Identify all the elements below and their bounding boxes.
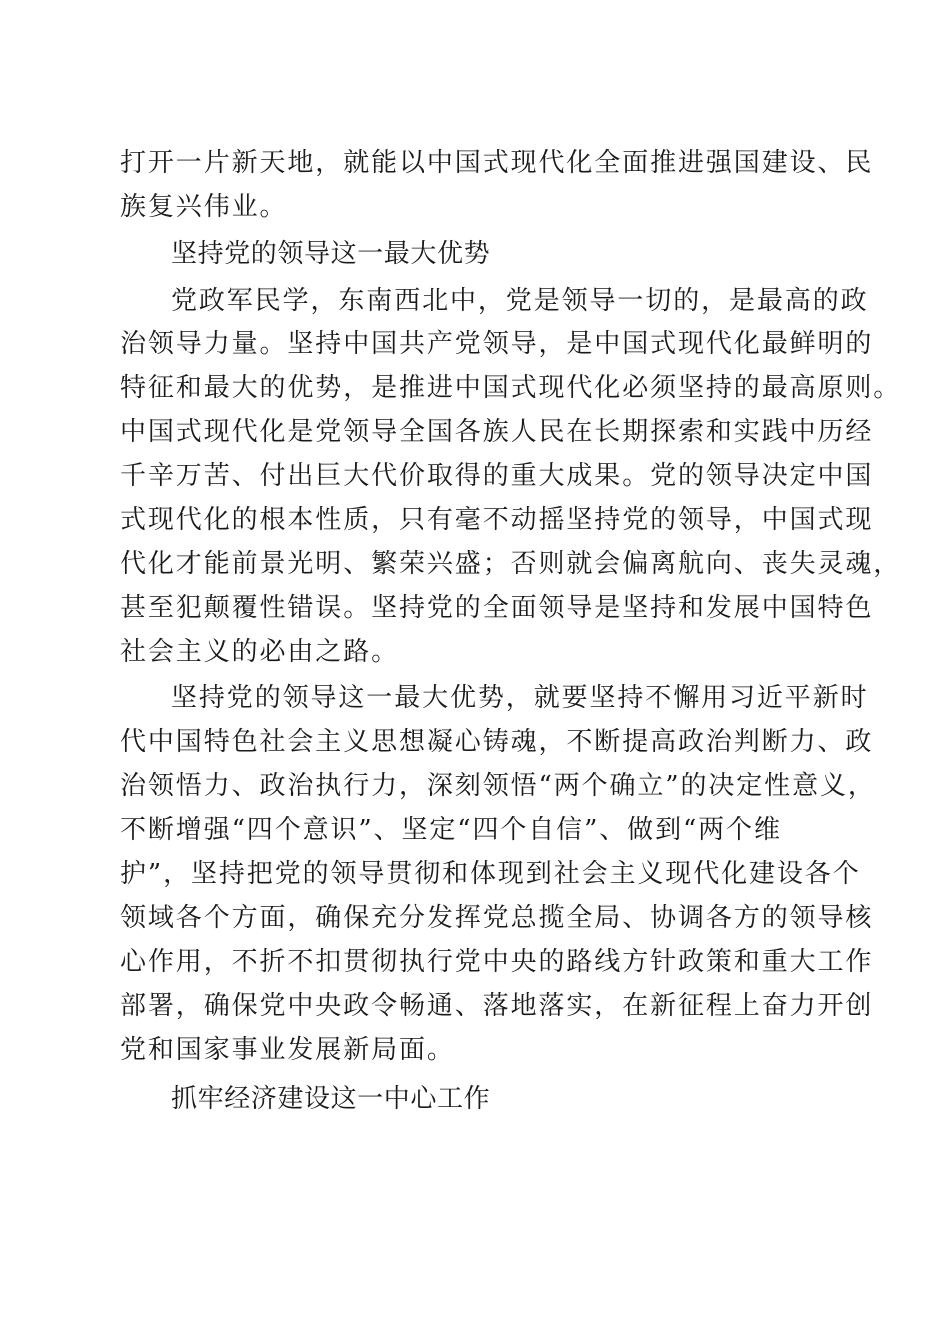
- text-line-2: 族复兴伟业。: [120, 192, 288, 222]
- paragraph-1-line-1: 党政军民学，东南西北中，党是领导一切的，是最高的政: [171, 286, 869, 316]
- paragraph-2-line-6: 领域各个方面，确保充分发挥党总揽全局、协调各方的领导核: [120, 903, 874, 933]
- paragraph-2-line-9: 党和国家事业发展新局面。: [120, 1035, 455, 1065]
- paragraph-1-line-4: 中国式现代化是党领导全国各族人民在长期探索和实践中历经: [120, 417, 874, 447]
- paragraph-2-line-8: 部署，确保党中央政令畅通、落地落实，在新征程上奋力开创: [120, 991, 874, 1021]
- paragraph-2-line-7: 心作用，不折不扣贯彻执行党中央的路线方针政策和重大工作: [120, 947, 874, 977]
- section-heading-economic-construction: 抓牢经济建设这一中心工作: [171, 1084, 491, 1114]
- paragraph-1-line-7: 代化才能前景光明、繁荣兴盛；否则就会偏离航向、丧失灵魂，: [120, 549, 902, 579]
- paragraph-1-line-2: 治领导力量。坚持中国共产党领导，是中国式现代化最鲜明的: [120, 329, 874, 359]
- paragraph-1-line-6: 式现代化的根本性质，只有毫不动摇坚持党的领导，中国式现: [120, 505, 874, 535]
- paragraph-1-line-5: 千辛万苦、付出巨大代价取得的重大成果。党的领导决定中国: [120, 461, 874, 491]
- paragraph-2-line-1: 坚持党的领导这一最大优势，就要坚持不懈用习近平新时: [171, 683, 869, 713]
- text-line-1: 打开一片新天地，就能以中国式现代化全面推进强国建设、民: [120, 148, 874, 178]
- paragraph-2-line-2: 代中国特色社会主义思想凝心铸魂，不断提高政治判断力、政: [120, 727, 874, 757]
- paragraph-2-line-5: 护”，坚持把党的领导贯彻和体现到社会主义现代化建设各个: [120, 859, 861, 889]
- paragraph-1-line-9: 社会主义的必由之路。: [120, 637, 400, 667]
- section-heading-party-leadership: 坚持党的领导这一最大优势: [171, 239, 491, 269]
- paragraph-1-line-3: 特征和最大的优势，是推进中国式现代化必须坚持的最高原则。: [120, 373, 902, 403]
- paragraph-2-line-3: 治领悟力、政治执行力，深刻领悟“两个确立”的决定性意义，: [120, 771, 876, 801]
- paragraph-1-line-8: 甚至犯颠覆性错误。坚持党的全面领导是坚持和发展中国特色: [120, 593, 874, 623]
- paragraph-2-line-4: 不断增强“四个意识”、坚定“四个自信”、做到“两个维: [120, 815, 782, 845]
